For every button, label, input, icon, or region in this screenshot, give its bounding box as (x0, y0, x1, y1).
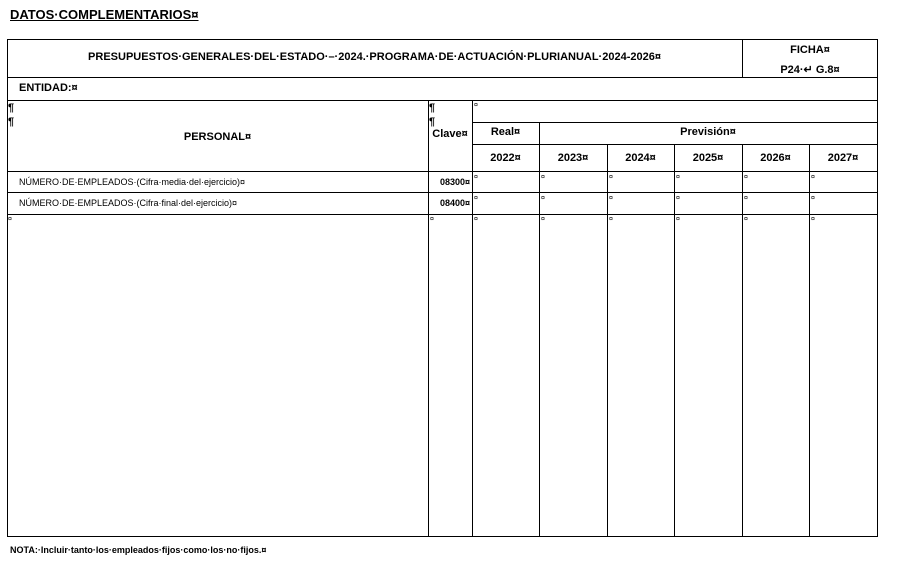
year-header: 2027¤ (827, 152, 859, 164)
pilcrow-mark: ¶ (8, 116, 15, 128)
cell-mark: ¤ (541, 174, 545, 181)
year-header: 2023¤ (557, 152, 589, 164)
cell-mark: ¤ (609, 174, 613, 181)
year-header: 2025¤ (692, 152, 724, 164)
ficha-label: FICHA¤ (790, 44, 830, 56)
cell-mark: ¤ (811, 174, 815, 181)
form-title: PRESUPUESTOS·GENERALES·DEL·ESTADO·–·2024.·PROGRAMA·DE·ACTUACIÓN·PLURIANUAL·2024-2026¤ (88, 51, 661, 63)
cell-mark: ¤ (609, 216, 613, 223)
footer-note: NOTA:·Incluir·tanto·los·empleados·fijos·como·los·no·fijos.¤ (10, 545, 267, 555)
clave-header: Clave¤ (432, 128, 468, 140)
row-clave-media: 08300¤ (439, 177, 470, 187)
cell-mark: ¤ (676, 195, 680, 202)
prevision-header: Previsión¤ (680, 126, 736, 138)
year-header: 2022¤ (490, 152, 521, 164)
ficha-code: P24·↵ G.8¤ (780, 64, 840, 76)
year-header: 2026¤ (760, 152, 791, 164)
cell-mark: ¤ (430, 216, 434, 223)
cell-mark: ¤ (474, 102, 478, 109)
pilcrow-mark: ¶ (429, 116, 436, 128)
cell-mark: ¤ (676, 216, 680, 223)
cell-mark: ¤ (609, 195, 613, 202)
row-label-media: NÚMERO·DE·EMPLEADOS·(Cifra·media·del·ejercicio)¤ (19, 177, 246, 187)
cell-mark: ¤ (744, 195, 748, 202)
cell-mark: ¤ (474, 174, 478, 181)
cell-mark: ¤ (811, 216, 815, 223)
cell-mark: ¤ (474, 216, 478, 223)
cell-mark: ¤ (744, 174, 748, 181)
year-header: 2024¤ (625, 152, 656, 164)
real-header: Real¤ (490, 126, 521, 138)
row-clave-final: 08400¤ (439, 198, 470, 208)
cell-mark: ¤ (541, 195, 545, 202)
entity-label: ENTIDAD:¤ (19, 82, 78, 94)
page-heading: DATOS·COMPLEMENTARIOS¤ (10, 7, 199, 22)
cell-mark: ¤ (474, 195, 478, 202)
row-label-final: NÚMERO·DE·EMPLEADOS·(Cifra·final·del·ejercicio)¤ (19, 198, 238, 208)
pilcrow-mark: ¶ (429, 102, 436, 114)
cell-mark: ¤ (541, 216, 545, 223)
cell-mark: ¤ (8, 216, 12, 223)
cell-mark: ¤ (744, 216, 748, 223)
cell-mark: ¤ (811, 195, 815, 202)
personal-header: PERSONAL¤ (183, 131, 252, 143)
cell-mark: ¤ (676, 174, 680, 181)
pilcrow-mark: ¶ (8, 102, 15, 114)
